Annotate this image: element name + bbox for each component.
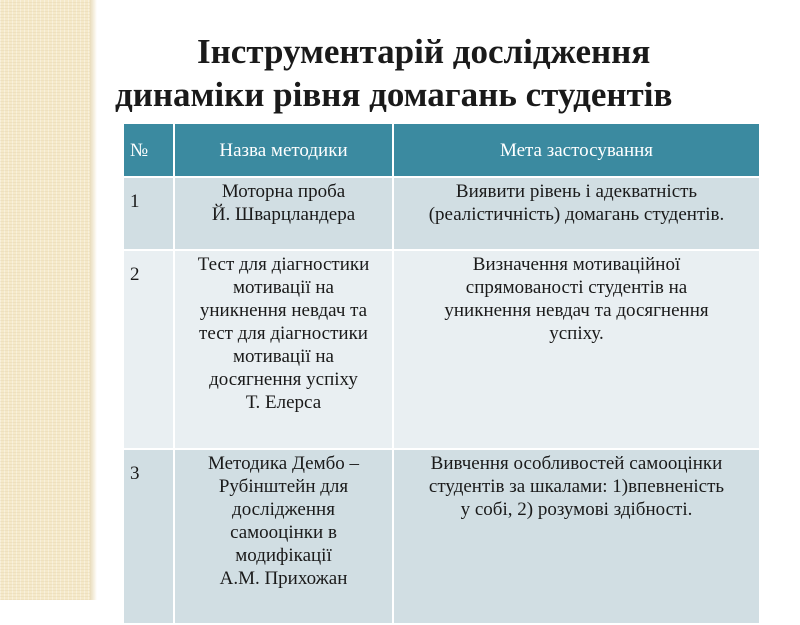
method-name-line: Т. Елерса bbox=[245, 392, 322, 413]
method-name-line: мотивації на bbox=[233, 346, 334, 367]
method-name-line: досягнення успіху bbox=[209, 369, 358, 390]
purpose-line: у собі, 2) розумові здібності. bbox=[460, 499, 693, 520]
method-name-line: Моторна проба bbox=[221, 181, 346, 202]
method-name-line: А.М. Прихожан bbox=[219, 568, 348, 589]
method-name-line: Тест для діагностики bbox=[197, 254, 370, 275]
method-name-line: Рубінштейн для bbox=[218, 476, 349, 497]
methods-table bbox=[122, 122, 761, 625]
table-row bbox=[123, 250, 760, 449]
method-name-line: модифікації bbox=[235, 545, 332, 566]
method-name-line: тест для діагностики bbox=[199, 323, 368, 344]
purpose-line: Вивчення особливостей самооцінки bbox=[430, 453, 723, 474]
purpose-line: успіху. bbox=[549, 323, 604, 344]
method-name-line: дослідження bbox=[232, 499, 335, 520]
method-name-cell bbox=[174, 449, 393, 624]
purpose-cell bbox=[393, 250, 760, 449]
method-name-line: Й. Шварцландера bbox=[211, 204, 356, 225]
purpose-line: уникнення невдач та досягнення bbox=[444, 300, 709, 321]
row-number-cell: 2 bbox=[123, 250, 174, 449]
purpose-line: спрямованості студентів на bbox=[465, 277, 688, 298]
table-row bbox=[123, 449, 760, 624]
slide-title bbox=[100, 30, 780, 116]
purpose-cell bbox=[393, 449, 760, 624]
row-number-cell: 1 bbox=[123, 177, 174, 250]
method-name-line: Методика Дембо – bbox=[207, 453, 360, 474]
decorative-side-panel bbox=[0, 0, 90, 600]
purpose-line: Виявити рівень і адекватність bbox=[455, 181, 698, 202]
method-name-line: мотивації на bbox=[233, 277, 334, 298]
table-header-row bbox=[123, 123, 760, 177]
column-header-method-name: Назва методики bbox=[174, 123, 393, 177]
method-name-line: самооцінки в bbox=[230, 522, 337, 543]
purpose-cell bbox=[393, 177, 760, 250]
method-name-line: уникнення невдач та bbox=[199, 300, 368, 321]
slide-title-line-2: динаміки рівня домагань студентів bbox=[115, 75, 673, 114]
method-name-cell bbox=[174, 177, 393, 250]
method-name-cell bbox=[174, 250, 393, 449]
decorative-side-panel-edge bbox=[90, 0, 97, 600]
purpose-line: (реалістичність) домагань студентів. bbox=[428, 204, 725, 225]
row-number-cell: 3 bbox=[123, 449, 174, 624]
purpose-line: Визначення мотиваційної bbox=[472, 254, 681, 275]
column-header-purpose: Мета застосування bbox=[393, 123, 760, 177]
column-header-number: № bbox=[123, 123, 174, 177]
purpose-line: студентів за шкалами: 1)впевненість bbox=[428, 476, 725, 497]
table-row bbox=[123, 177, 760, 250]
slide-title-line-1: Інструментарій дослідження bbox=[197, 32, 651, 71]
